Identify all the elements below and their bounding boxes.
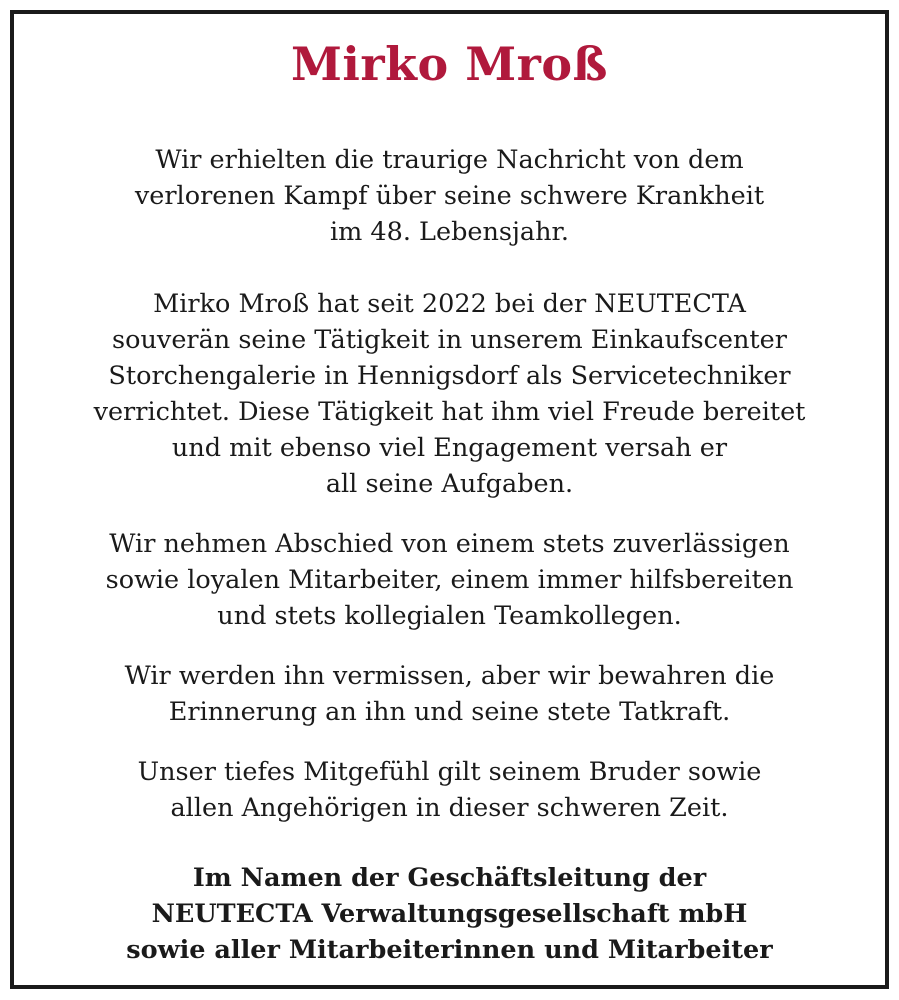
text-line: sowie loyalen Mitarbeiter, einem immer hilfsbereiten bbox=[105, 565, 794, 595]
paragraph-condolences bbox=[14, 754, 885, 826]
paragraph-career bbox=[14, 286, 885, 502]
obituary-frame bbox=[10, 10, 889, 989]
text-line: und mit ebenso viel Engagement versah er bbox=[171, 433, 728, 463]
text-line: allen Angehörigen in dieser schweren Zeit. bbox=[170, 793, 729, 823]
signature-line: sowie aller Mitarbeiterinnen und Mitarbeiter bbox=[126, 935, 773, 965]
deceased-name: Mirko Mroß bbox=[291, 37, 608, 91]
text-line: Mirko Mroß hat seit 2022 bei der NEUTECTA bbox=[153, 289, 746, 319]
paragraph-announcement bbox=[14, 142, 885, 250]
obituary-content bbox=[14, 14, 885, 968]
text-line: Wir werden ihn vermissen, aber wir bewahren die bbox=[124, 661, 775, 691]
text-line: Wir nehmen Abschied von einem stets zuverlässigen bbox=[109, 529, 790, 559]
signature-line: NEUTECTA Verwaltungsgesellschaft mbH bbox=[151, 899, 748, 929]
text-line: Erinnerung an ihn und seine stete Tatkraft. bbox=[168, 697, 731, 727]
text-line: Storchengalerie in Hennigsdorf als Servicetechniker bbox=[108, 361, 791, 391]
text-line: souverän seine Tätigkeit in unserem Einkaufscenter bbox=[112, 325, 787, 355]
text-line: und stets kollegialen Teamkollegen. bbox=[217, 601, 682, 631]
paragraph-remembrance bbox=[14, 658, 885, 730]
text-line: im 48. Lebensjahr. bbox=[329, 217, 570, 247]
signature-block bbox=[14, 860, 885, 968]
signature-line: Im Namen der Geschäftsleitung der bbox=[192, 863, 707, 893]
text-line: Wir erhielten die traurige Nachricht von dem bbox=[155, 145, 744, 175]
text-line: all seine Aufgaben. bbox=[325, 469, 574, 499]
text-line: verrichtet. Diese Tätigkeit hat ihm viel Freude bereitet bbox=[93, 397, 806, 427]
text-line: Unser tiefes Mitgefühl gilt seinem Bruder sowie bbox=[137, 757, 762, 787]
paragraph-farewell bbox=[14, 526, 885, 634]
text-line: verlorenen Kampf über seine schwere Krankheit bbox=[134, 181, 765, 211]
